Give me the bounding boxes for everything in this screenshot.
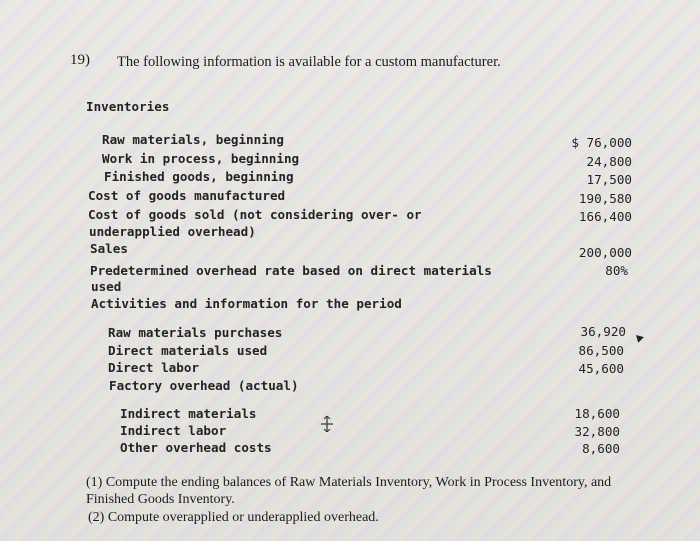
dm-used-value: 86,500 bbox=[578, 343, 624, 358]
factory-overhead-label: Factory overhead (actual) bbox=[109, 378, 299, 393]
inventories-heading: Inventories bbox=[86, 99, 170, 114]
direct-labor-value: 45,600 bbox=[578, 361, 624, 376]
requirement-2: (2) Compute overapplied or underapplied overhead. bbox=[88, 510, 379, 525]
question-number: 19) bbox=[70, 52, 90, 68]
indirect-labor-value: 32,800 bbox=[574, 424, 620, 439]
dm-used-label: Direct materials used bbox=[108, 343, 268, 358]
other-overhead-label: Other overhead costs bbox=[120, 440, 272, 455]
direct-labor-label: Direct labor bbox=[108, 360, 199, 375]
requirement-1-line2: Finished Goods Inventory. bbox=[86, 492, 235, 507]
move-cursor-icon bbox=[320, 416, 334, 432]
pohr-value: 80% bbox=[605, 263, 628, 278]
other-overhead-value: 8,600 bbox=[582, 441, 620, 456]
activities-heading: Activities and information for the period bbox=[91, 296, 402, 311]
wip-beginning-value: 24,800 bbox=[586, 154, 632, 169]
pohr-label-line1: Predetermined overhead rate based on direct materials bbox=[90, 263, 492, 278]
finished-goods-beginning-label: Finished goods, beginning bbox=[104, 169, 294, 184]
sales-value: 200,000 bbox=[578, 245, 632, 260]
cogm-value: 190,580 bbox=[578, 191, 632, 206]
cogs-label-line2: underapplied overhead) bbox=[89, 224, 256, 239]
cogs-label-line1: Cost of goods sold (not considering over- or bbox=[88, 207, 422, 222]
finished-goods-beginning-value: 17,500 bbox=[586, 172, 632, 187]
rm-purchases-value: 36,920 bbox=[580, 324, 626, 339]
requirement-1-line1: (1) Compute the ending balances of Raw Materials Inventory, Work in Process Inventory, and bbox=[86, 475, 612, 490]
cogs-value: 166,400 bbox=[578, 209, 632, 224]
rm-purchases-label: Raw materials purchases bbox=[108, 325, 283, 340]
indirect-labor-label: Indirect labor bbox=[120, 423, 227, 438]
wip-beginning-label: Work in process, beginning bbox=[102, 151, 300, 166]
indirect-materials-label: Indirect materials bbox=[120, 406, 257, 421]
raw-materials-beginning-label: Raw materials, beginning bbox=[102, 132, 284, 147]
raw-materials-beginning-value: $ 76,000 bbox=[571, 135, 632, 150]
pohr-label-line2: used bbox=[91, 279, 122, 294]
indirect-materials-value: 18,600 bbox=[574, 406, 620, 421]
cogm-label: Cost of goods manufactured bbox=[88, 188, 286, 203]
cursor-arrow-icon bbox=[636, 333, 645, 343]
question-intro: The following information is available for a custom manufacturer. bbox=[117, 54, 501, 70]
sales-label: Sales bbox=[90, 241, 128, 256]
